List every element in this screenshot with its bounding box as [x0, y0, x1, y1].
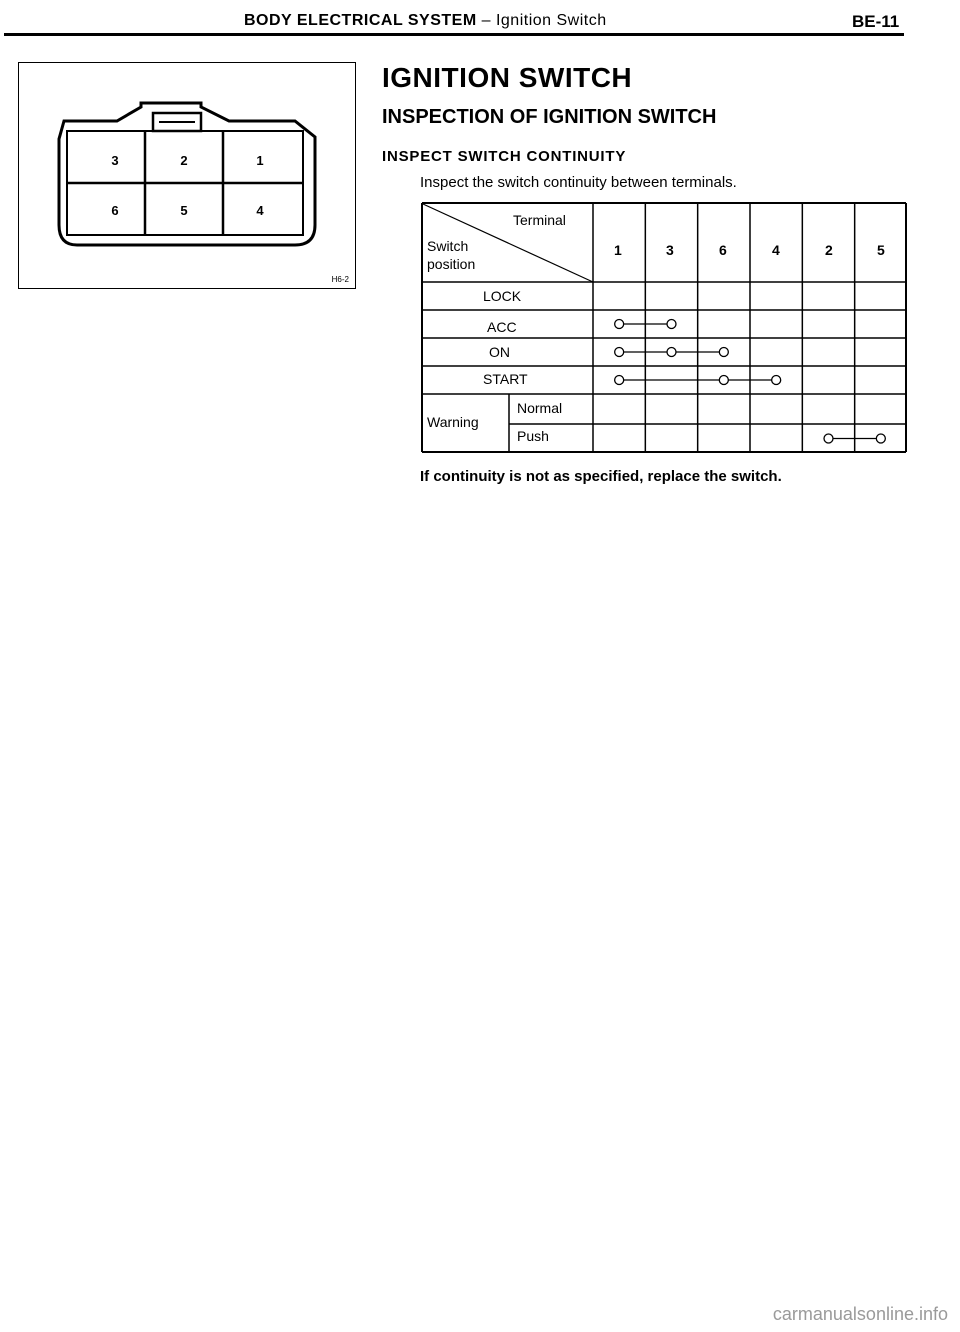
- header-subsection: Ignition Switch: [495, 12, 607, 29]
- row-label-start: START: [483, 371, 528, 387]
- terminal-header: 1: [614, 242, 622, 258]
- continuity-node: [824, 434, 833, 443]
- row-label-push: Push: [517, 428, 549, 444]
- terminal-header: 6: [719, 242, 727, 258]
- row-group-warning: Warning: [427, 414, 479, 430]
- row-label-acc: ACC: [487, 319, 517, 335]
- terminal-label: 1: [256, 153, 264, 168]
- row-label-lock: LOCK: [483, 288, 522, 304]
- continuity-node: [772, 376, 781, 385]
- continuity-node: [615, 376, 624, 385]
- corner-switch: Switch: [427, 238, 469, 254]
- page-number: BE-11: [852, 12, 900, 31]
- row-label-normal: Normal: [517, 400, 563, 416]
- connector-outline: [59, 103, 315, 245]
- page-header: [0, 0, 960, 40]
- terminal-label: 5: [180, 203, 188, 218]
- continuity-node: [876, 434, 885, 443]
- header-title: [244, 12, 607, 30]
- continuity-table: [421, 202, 907, 453]
- terminal-label: 6: [111, 203, 119, 218]
- page-title: IGNITION SWITCH: [382, 62, 633, 93]
- continuity-node: [719, 376, 728, 385]
- note-text: If continuity is not as specified, replace the switch.: [420, 468, 782, 485]
- terminal-header: 4: [772, 242, 780, 258]
- header-separator: –: [476, 12, 496, 29]
- terminal-label: 3: [111, 153, 119, 168]
- terminal-header: 2: [825, 242, 833, 258]
- header-rule: [4, 33, 904, 36]
- section-heading: INSPECT SWITCH CONTINUITY: [382, 148, 627, 165]
- corner-position: position: [427, 256, 476, 272]
- terminal-header: 5: [877, 242, 885, 258]
- instruction-text: Inspect the switch continuity between terminals.: [420, 174, 737, 191]
- terminal-label: 4: [256, 203, 264, 218]
- terminal-header: 3: [666, 242, 674, 258]
- row-label-on: ON: [489, 344, 510, 360]
- connector-figure: [18, 62, 356, 289]
- connector-diagram: [19, 63, 357, 290]
- page-subtitle: INSPECTION OF IGNITION SWITCH: [382, 106, 717, 128]
- corner-terminal: Terminal: [513, 212, 566, 228]
- continuity-node: [667, 320, 676, 329]
- footer-watermark: carmanualsonline.info: [772, 1304, 948, 1324]
- continuity-node: [719, 348, 728, 357]
- header-section: BODY ELECTRICAL SYSTEM: [244, 12, 477, 29]
- continuity-node: [615, 348, 624, 357]
- figure-code: H6-2: [331, 275, 349, 284]
- terminal-label: 2: [180, 153, 188, 168]
- continuity-node: [615, 320, 624, 329]
- continuity-node: [667, 348, 676, 357]
